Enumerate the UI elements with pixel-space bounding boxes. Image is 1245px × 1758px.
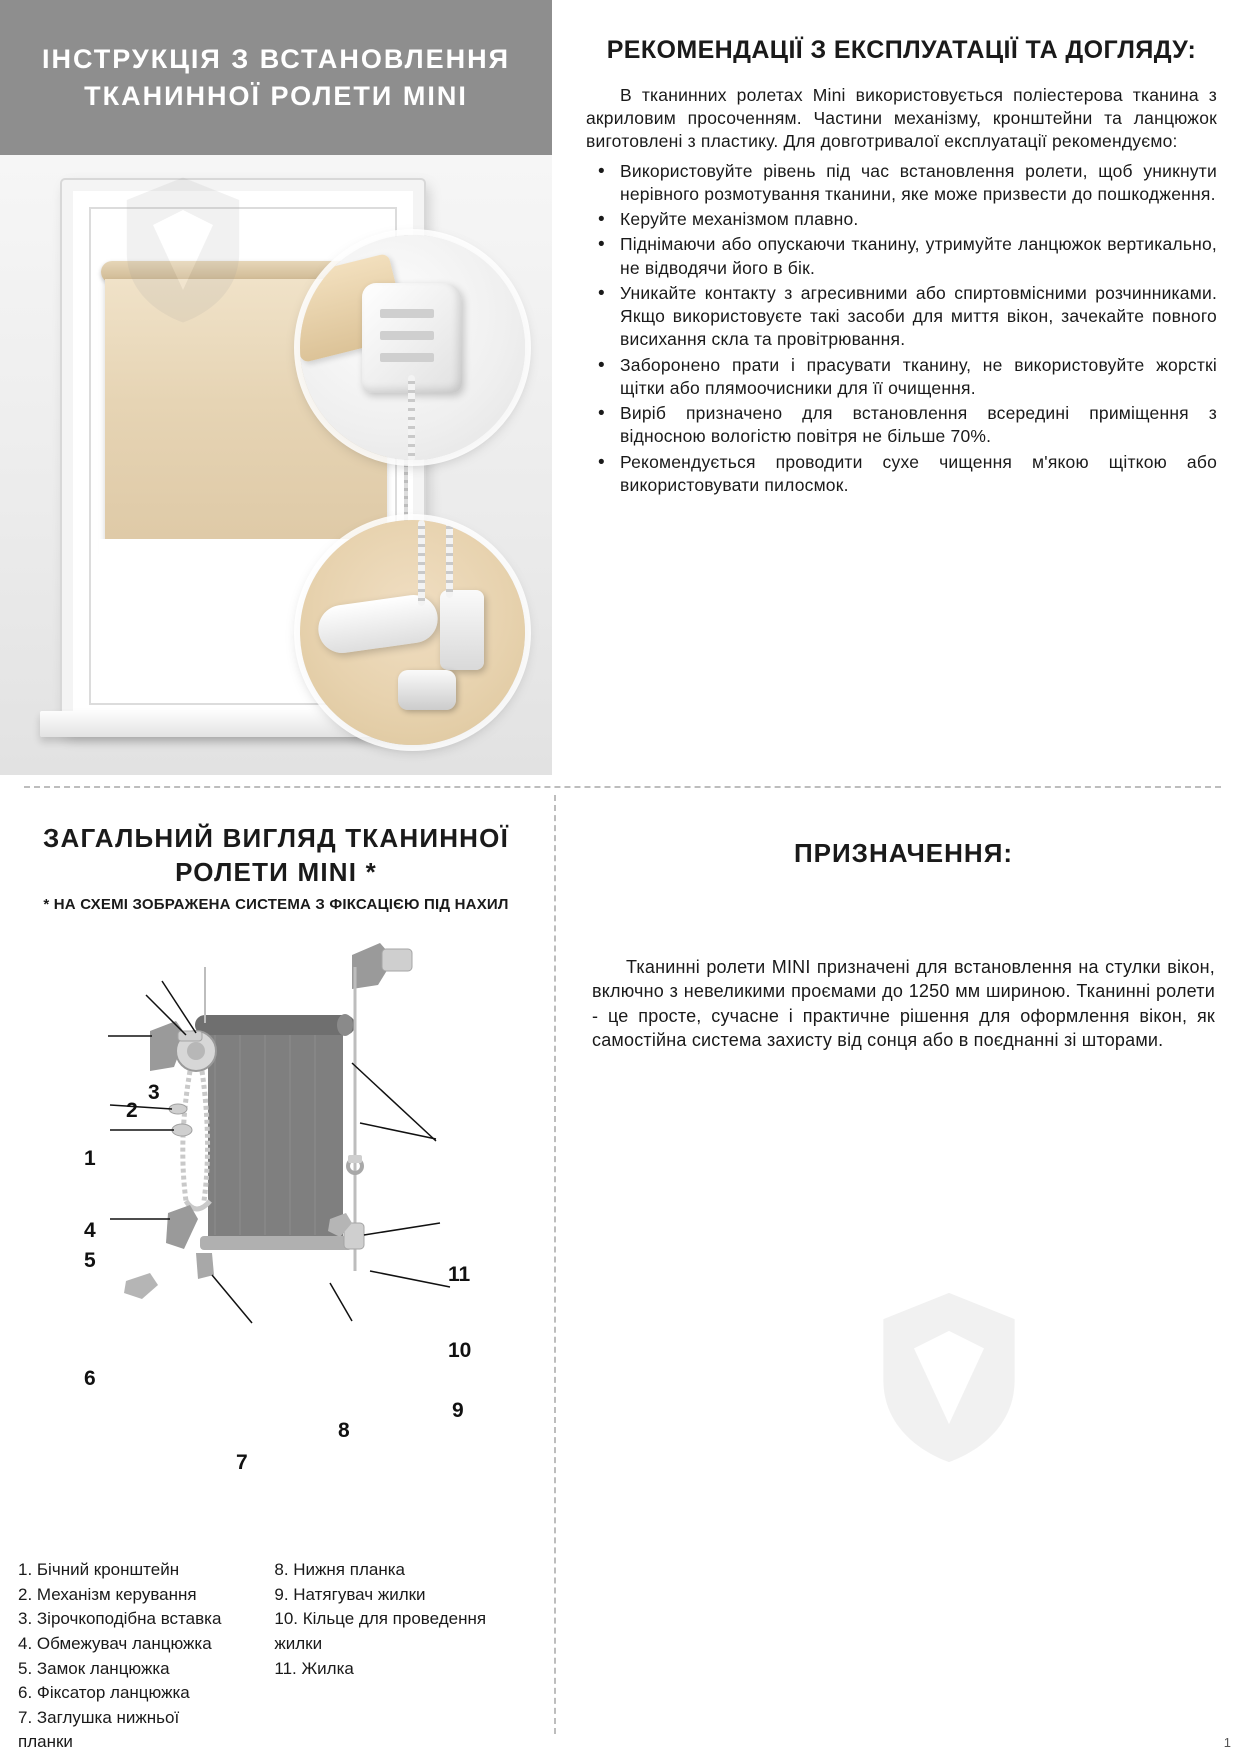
care-bullet-item: • Піднімаючи або опускаючи тканину, утримуйте ланцюжок вертикально, не відводячи його в бік. — [586, 233, 1217, 280]
diagram-callout-5: 5 — [84, 1248, 96, 1272]
bracket-detail-zoom — [300, 235, 525, 460]
care-bullet-item: • Рекомендується проводити сухе чищення м'якою щіткою або використовувати пилосмок. — [586, 451, 1217, 498]
legend-item: 11. Жилка — [274, 1658, 354, 1678]
diagram-callout-7: 7 — [236, 1450, 248, 1474]
chain-tensioner-zoom — [300, 520, 525, 745]
purpose-title: ПРИЗНАЧЕННЯ: — [793, 838, 1014, 868]
diagram-callout-10: 10 — [448, 1338, 472, 1362]
installation-photo — [0, 155, 552, 775]
care-recommendations-title: РЕКОМЕНДАЦІЇ З ЕКСПЛУАТАЦІЇ ТА ДОГЛЯДУ: — [606, 36, 1197, 64]
diagram-callout-9: 9 — [452, 1398, 464, 1422]
install-instruction-title: ІНСТРУКЦІЯ З ВСТАНОВЛЕННЯ ТКАНИННОЇ РОЛЕТИ MINI — [41, 44, 511, 111]
legend-item: 7. Заглушка нижньої планки — [18, 1707, 180, 1752]
chain-lock-detail — [398, 670, 456, 710]
roller-blind-diagram — [0, 923, 552, 1474]
horizontal-divider — [24, 786, 1221, 788]
legend-item: 5. Замок ланцюжка — [18, 1658, 170, 1678]
legend-item: 2. Механізм керування — [18, 1584, 197, 1604]
legend-item: 3. Зірочкоподібна вставка — [18, 1609, 222, 1629]
legend-item: 6. Фіксатор ланцюжка — [18, 1683, 190, 1703]
care-bullet-item: • Керуйте механізмом плавно. — [586, 208, 1217, 231]
diagram-callout-11: 11 — [448, 1262, 471, 1286]
care-intro-text: В тканинних ролетах Mini використовується поліестерова тканина з акриловим просоченням. Частини механізму, кронштейни та ланцюжок виготовлені з пластику. Для довготривалої експлуатації рекомендуємо: — [586, 84, 1217, 152]
general-view-title: ЗАГАЛЬНИЙ ВИГЛЯД ТКАНИННОЇ РОЛЕТИ MINI * — [43, 823, 509, 887]
vertical-divider — [554, 795, 556, 1734]
legend-item: 8. Нижня планка — [274, 1560, 405, 1579]
care-bullet-item: • Уникайте контакту з агресивними або спиртовмісними розчинниками. Якщо використовуєте такі засоби для миття вікон, зачекайте повного висихання скла та провітрювання. — [586, 282, 1217, 352]
care-bullet-item: • Виріб призначено для встановлення всередині приміщення з відносною вологістю повітря не більше 70%. — [586, 402, 1217, 449]
care-bullet-item: • Заборонено прати і прасувати тканину, не використовуйте жорсткі щітки або плямоочисники для її очищення. — [586, 354, 1217, 401]
legend-column-right — [274, 1558, 538, 1755]
diagram-callout-2: 2 — [126, 1098, 138, 1122]
page-number: 1 — [1223, 1735, 1231, 1750]
diagram-svg — [0, 923, 552, 1453]
chain-tensioner-detail — [440, 590, 484, 670]
chain-detail-upper-2 — [446, 520, 453, 598]
diagram-callout-3: 3 — [148, 1080, 160, 1104]
bracket-slot-upper — [380, 309, 434, 318]
general-view-subnote: * НА СХЕМІ ЗОБРАЖЕНА СИСТЕМА З ФІКСАЦІЄЮ ПІД НАХИЛ — [43, 895, 509, 913]
purpose-panel — [558, 800, 1245, 1758]
purpose-text: Тканинні ролети MINI призначені для встановлення на стулки вікон, включно з невеликими проємами до 1250 мм шириною. Тканинні ролети - це просте, сучасне і практичне рішення для оформлення вікон, як самостійна система захисту від сонця або в поєднанні зі шторами. — [592, 957, 1215, 1050]
care-bullet-list — [586, 160, 1217, 498]
bracket-slot-lower — [380, 353, 434, 362]
install-instruction-header — [0, 0, 552, 155]
diagram-callout-1: 1 — [84, 1146, 96, 1170]
chain-detail-upper — [418, 520, 425, 606]
legend-item: 4. Обмежувач ланцюжка — [18, 1633, 212, 1653]
bracket-slot-middle — [380, 331, 434, 340]
care-recommendations-panel — [558, 0, 1245, 775]
watermark-shield-icon-2 — [874, 1290, 1024, 1465]
watermark-shield-icon — [118, 175, 248, 325]
care-bullet-item: • Використовуйте рівень під час встановлення ролети, щоб уникнути нерівного розмотування тканини, яке може призвести до пошкодження. — [586, 160, 1217, 207]
legend-item: 9. Натягувач жилки — [274, 1584, 426, 1604]
legend-item: 1. Бічний кронштейн — [18, 1560, 180, 1579]
diagram-callout-8: 8 — [338, 1418, 350, 1442]
diagram-callout-4: 4 — [84, 1218, 96, 1242]
chain-detail — [408, 375, 415, 460]
diagram-callout-6: 6 — [84, 1366, 96, 1390]
legend-column-left — [18, 1558, 238, 1755]
diagram-legend — [18, 1558, 538, 1755]
legend-item: 10. Кільце для проведення жилки — [274, 1609, 487, 1653]
